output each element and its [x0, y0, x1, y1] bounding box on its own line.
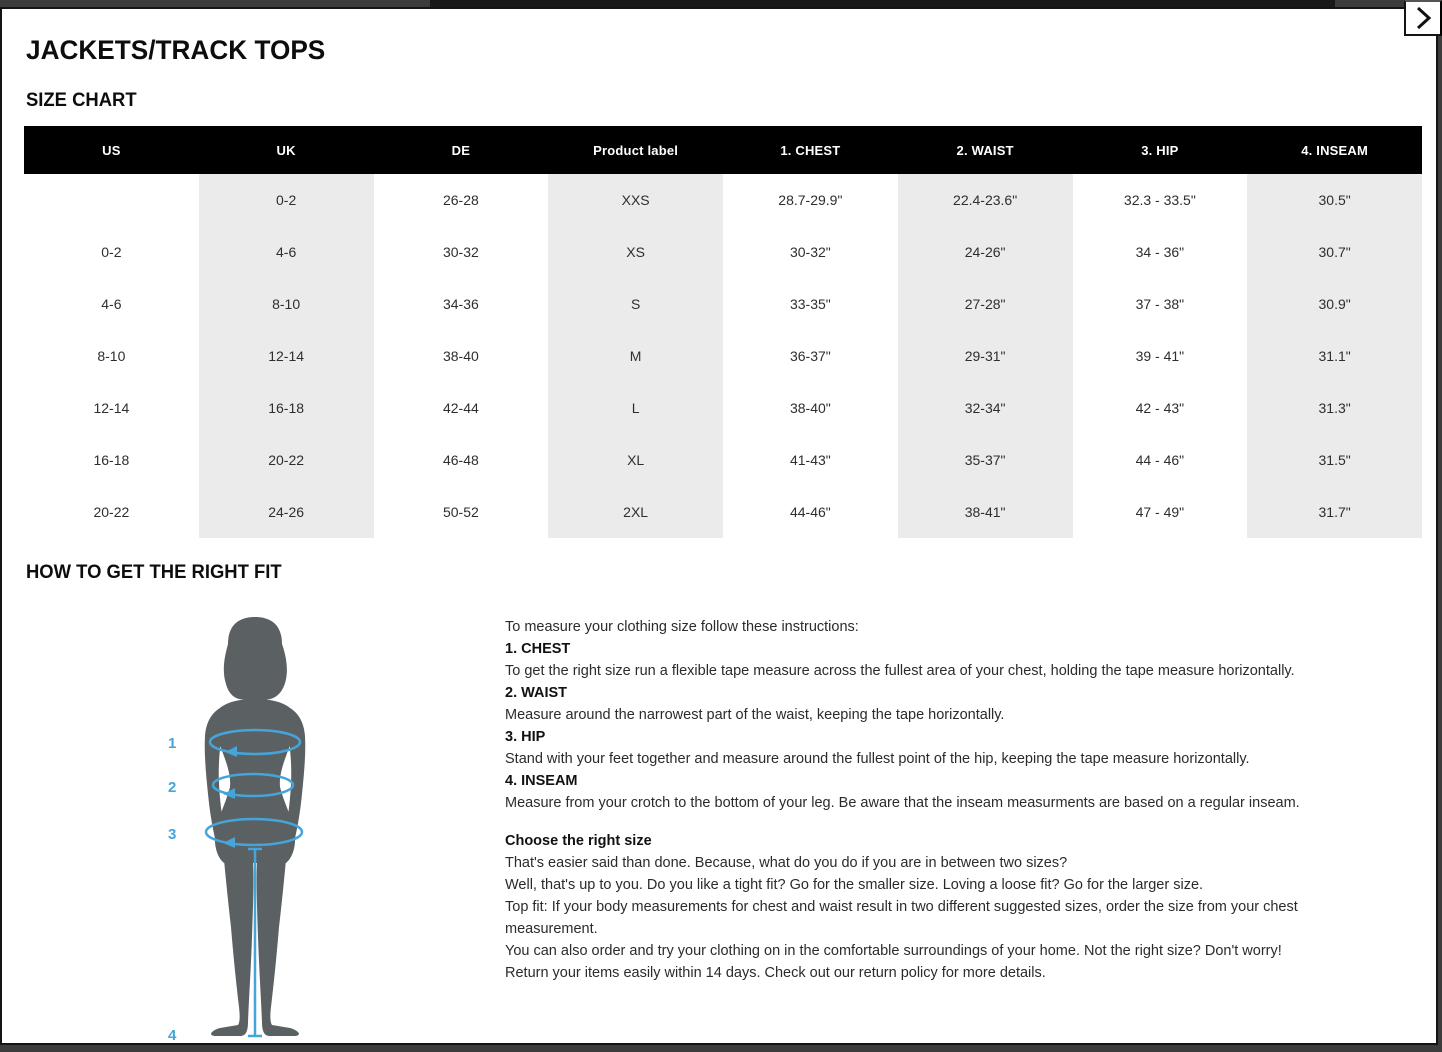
choose-line: Well, that's up to you. Do you like a tight fit? Go for the smaller size. Loving a loose fit? Go for the larger size.	[505, 877, 1204, 893]
size-cell: 33-35"	[789, 296, 831, 312]
inseam-label: 4. INSEAM	[505, 773, 578, 789]
choose-line: That's easier said than done. Because, what do you do if you are in between two sizes?	[505, 855, 1068, 871]
size-cell: 4-6	[199, 226, 374, 278]
column-header-waist: 2. WAIST	[898, 126, 1073, 174]
size-cell: 20-22	[199, 434, 374, 486]
size-cell: 30.5"	[1247, 174, 1422, 226]
size-cell: 39 - 41"	[1135, 348, 1185, 364]
fit-heading: HOW TO GET THE RIGHT FIT	[26, 562, 282, 583]
size-cell: 32.3 - 33.5"	[1123, 192, 1196, 208]
fit-instructions	[505, 616, 1416, 1052]
fit-guide-section	[24, 612, 1416, 1052]
size-cell: 34 - 36"	[1135, 244, 1185, 260]
size-cell: 0-2	[101, 244, 122, 260]
table-row	[24, 278, 1422, 330]
size-chart-header-row	[24, 126, 1422, 174]
waist-text: Measure around the narrowest part of the waist, keeping the tape horizontally.	[505, 707, 1005, 723]
size-cell: 47 - 49"	[1135, 504, 1185, 520]
size-cell: 12-14	[93, 400, 130, 416]
table-row	[24, 382, 1422, 434]
size-cell: 42 - 43"	[1135, 400, 1185, 416]
column-header-hip: 3. HIP	[1073, 126, 1248, 174]
size-cell: 38-41"	[898, 486, 1073, 538]
size-cell: 26-28	[442, 192, 479, 208]
size-cell: L	[548, 382, 723, 434]
column-header-de: DE	[374, 126, 549, 174]
size-cell: 44-46"	[789, 504, 831, 520]
inseam-text: Measure from your crotch to the bottom of your leg. Be aware that the inseam measurments are based on a regular inseam.	[505, 795, 1300, 811]
size-cell: 38-40"	[789, 400, 831, 416]
size-cell: 50-52	[442, 504, 479, 520]
figure-label-inseam: 4	[168, 1027, 177, 1044]
choose-line: Top fit: If your body measurements for chest and waist result in two different suggested sizes, order the size from your chest measurement.	[505, 899, 1298, 937]
size-cell: 35-37"	[898, 434, 1073, 486]
size-guide-panel	[0, 7, 1438, 1045]
column-header-us: US	[24, 126, 199, 174]
size-cell: 27-28"	[898, 278, 1073, 330]
size-cell: 8-10	[97, 348, 126, 364]
measurement-figure	[140, 612, 500, 1052]
size-cell: 30-32	[442, 244, 479, 260]
size-cell: 20-22	[93, 504, 130, 520]
size-cell: M	[548, 330, 723, 382]
waist-label: 2. WAIST	[505, 685, 568, 701]
size-cell: 30.9"	[1247, 278, 1422, 330]
size-cell: 41-43"	[789, 452, 831, 468]
size-cell: 37 - 38"	[1135, 296, 1185, 312]
size-cell: 22.4-23.6"	[898, 174, 1073, 226]
size-cell: 34-36	[442, 296, 479, 312]
size-cell: 12-14	[199, 330, 374, 382]
size-cell: 28.7-29.9"	[778, 192, 843, 208]
chest-text: To get the right size run a flexible tape measure across the fullest area of your chest, holding the tape measure horizontally.	[505, 663, 1295, 679]
column-header-uk: UK	[199, 126, 374, 174]
size-cell: 31.7"	[1247, 486, 1422, 538]
size-cell: 30.7"	[1247, 226, 1422, 278]
size-cell: 29-31"	[898, 330, 1073, 382]
size-cell: 16-18	[93, 452, 130, 468]
table-row	[24, 486, 1422, 538]
figure-label-waist: 2	[168, 779, 177, 796]
choose-size-label: Choose the right size	[505, 833, 652, 849]
size-cell: 24-26"	[898, 226, 1073, 278]
figure-label-chest: 1	[168, 735, 177, 752]
table-row	[24, 174, 1422, 226]
table-row	[24, 434, 1422, 486]
size-cell: 2XL	[548, 486, 723, 538]
table-row	[24, 330, 1422, 382]
size-cell: 36-37"	[789, 348, 831, 364]
column-header-product-label: Product label	[548, 126, 723, 174]
size-cell: 8-10	[199, 278, 374, 330]
hip-text: Stand with your feet together and measure around the fullest point of the hip, keeping the tape measure horizontally.	[505, 751, 1250, 767]
size-cell: 24-26	[199, 486, 374, 538]
size-cell: XS	[548, 226, 723, 278]
choose-size-block	[505, 830, 1384, 984]
size-cell: S	[548, 278, 723, 330]
size-cell: 32-34"	[898, 382, 1073, 434]
size-cell: 30-32"	[789, 244, 831, 260]
size-cell: 31.5"	[1247, 434, 1422, 486]
page-title: JACKETS/TRACK TOPS	[26, 35, 326, 65]
figure-label-hip: 3	[168, 826, 177, 843]
size-cell: 31.3"	[1247, 382, 1422, 434]
size-cell: 42-44	[442, 400, 479, 416]
size-cell: XXS	[548, 174, 723, 226]
column-header-inseam: 4. INSEAM	[1247, 126, 1422, 174]
chest-label: 1. CHEST	[505, 641, 571, 657]
table-row	[24, 226, 1422, 278]
size-cell: 38-40	[442, 348, 479, 364]
size-cell: XL	[548, 434, 723, 486]
size-cell	[24, 174, 199, 226]
size-cell: 46-48	[442, 452, 479, 468]
body-measurement-figure	[140, 612, 500, 1052]
size-chart-heading: SIZE CHART	[26, 90, 137, 111]
column-header-chest: 1. CHEST	[723, 126, 898, 174]
size-cell: 44 - 46"	[1135, 452, 1185, 468]
choose-line: Return your items easily within 14 days. Check out our return policy for more details.	[505, 965, 1046, 981]
chevron-right-icon	[1412, 5, 1434, 31]
size-cell: 4-6	[101, 296, 122, 312]
size-cell: 16-18	[199, 382, 374, 434]
size-cell: 0-2	[199, 174, 374, 226]
size-chart-table	[24, 126, 1422, 538]
fit-intro: To measure your clothing size follow these instructions:	[505, 619, 859, 635]
close-panel-button[interactable]	[1404, 0, 1442, 36]
hip-label: 3. HIP	[505, 729, 546, 745]
size-cell: 31.1"	[1247, 330, 1422, 382]
choose-line: You can also order and try your clothing on in the comfortable surroundings of your home. Not the right size? Don't worry!	[505, 943, 1282, 959]
